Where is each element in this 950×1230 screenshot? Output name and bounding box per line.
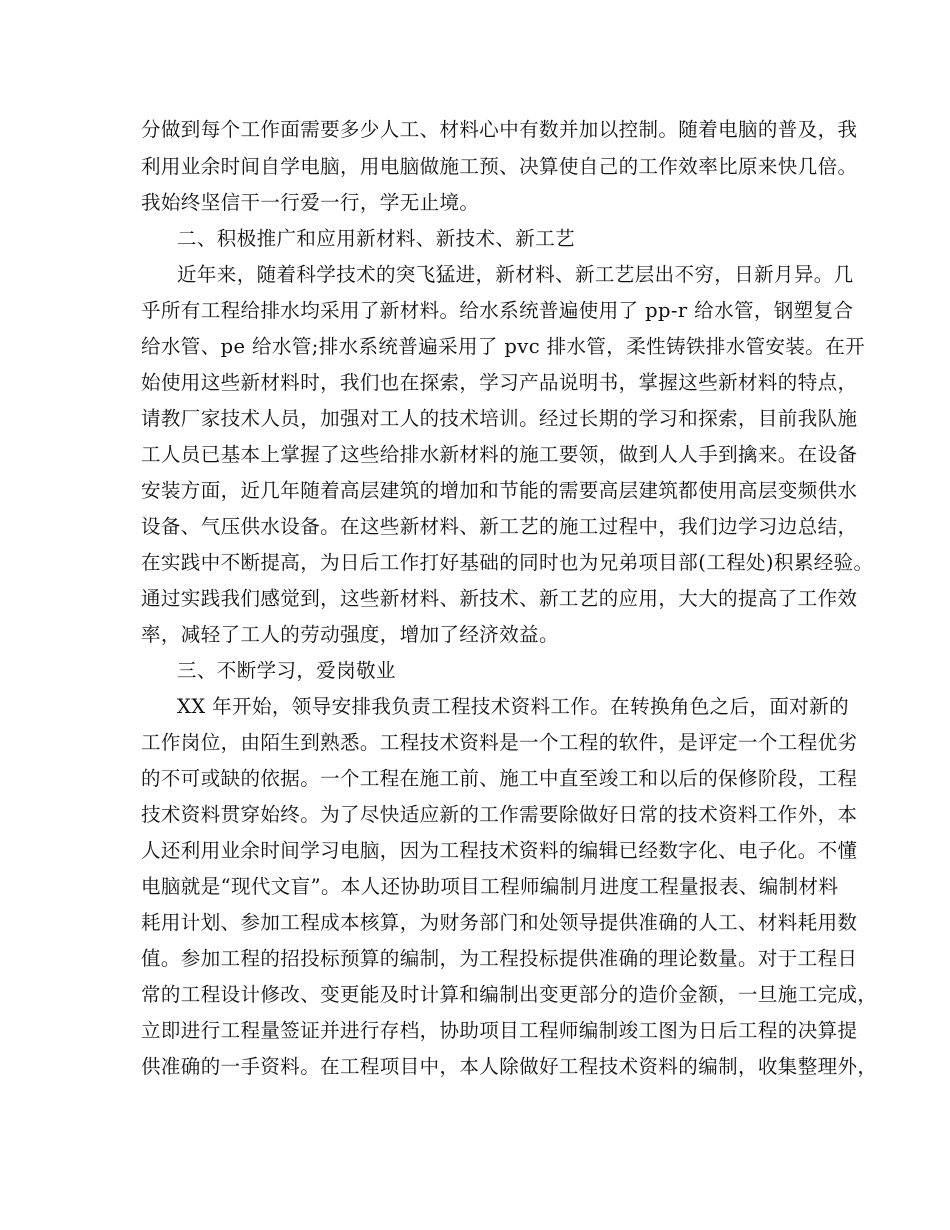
text-line: 立即进行工程量签证并进行存档，协助项目工程师编制竣工图为日后工程的决算提 xyxy=(141,1019,858,1042)
text-line: 工人员已基本上掌握了这些给排水新材料的施工要领，做到人人手到擒来。在设备 xyxy=(141,443,858,466)
text-line: 率，减轻了工人的劳动强度，增加了经济效益。 xyxy=(141,623,559,646)
text-line: 近年来，随着科学技术的突飞猛进，新材料、新工艺层出不穷，日新月异。几 xyxy=(177,263,854,286)
section-heading: 三、不断学习，爱岗敬业 xyxy=(177,659,396,682)
text-line: 常的工程设计修改、变更能及时计算和编制出变更部分的造价金额，一旦施工完成， xyxy=(141,983,878,1006)
text-line: 技术资料贯穿始终。为了尽快适应新的工作需要除做好日常的技术资料工作外，本 xyxy=(141,803,858,826)
text-line: 安装方面，近几年随着高层建筑的增加和节能的需要高层建筑都使用高层变频供水 xyxy=(141,479,858,502)
text-line: 始使用这些新材料时，我们也在探索，学习产品说明书，掌握这些新材料的特点， xyxy=(141,371,858,394)
text-line: 请教厂家技术人员，加强对工人的技术培训。经过长期的学习和探索，目前我队施 xyxy=(141,407,858,430)
text-line: 乎所有工程给排水均采用了新材料。给水系统普遍使用了 pp-r 给水管，钢塑复合 xyxy=(141,299,854,322)
text-line: 分做到每个工作面需要多少人工、材料心中有数并加以控制。随着电脑的普及，我 xyxy=(141,118,858,141)
text-line: 耗用计划、参加工程成本核算，为财务部门和处领导提供准确的人工、材料耗用数 xyxy=(141,911,858,934)
text-line: 值。参加工程的招投标预算的编制，为工程投标提供准确的理论数量。对于工程日 xyxy=(141,947,858,970)
text-line: 通过实践我们感觉到，这些新材料、新技术、新工艺的应用，大大的提高了工作效 xyxy=(141,587,858,610)
text-line: 给水管、pe 给水管;排水系统普遍采用了 pvc 排水管，柔性铸铁排水管安装。在开 xyxy=(141,335,866,358)
section-heading: 二、积极推广和应用新材料、新技术、新工艺 xyxy=(177,227,576,250)
text-line: 设备、气压供水设备。在这些新材料、新工艺的施工过程中，我们边学习边总结， xyxy=(141,515,858,538)
text-line: 人还利用业余时间学习电脑，因为工程技术资料的编辑已经数字化、电子化。不懂 xyxy=(141,839,858,862)
text-line: 供准确的一手资料。在工程项目中，本人除做好工程技术资料的编制，收集整理外， xyxy=(141,1055,878,1078)
text-line: 在实践中不断提高，为日后工作打好基础的同时也为兄弟项目部(工程处)积累经验。 xyxy=(141,551,874,574)
text-line: 我始终坚信干一行爱一行，学无止境。 xyxy=(141,191,480,214)
text-line: XX 年开始，领导安排我负责工程技术资料工作。在转换角色之后，面对新的 xyxy=(177,695,849,718)
text-line: 利用业余时间自学电脑，用电脑做施工预、决算使自己的工作效率比原来快几倍。 xyxy=(141,155,858,178)
text-line: 工作岗位，由陌生到熟悉。工程技术资料是一个工程的软件，是评定一个工程优劣 xyxy=(141,731,858,754)
text-line: 的不可或缺的依据。一个工程在施工前、施工中直至竣工和以后的保修阶段，工程 xyxy=(141,767,858,790)
text-line: 电脑就是“现代文盲”。本人还协助项目工程师编制月进度工程量报表、编制材料 xyxy=(141,875,839,898)
